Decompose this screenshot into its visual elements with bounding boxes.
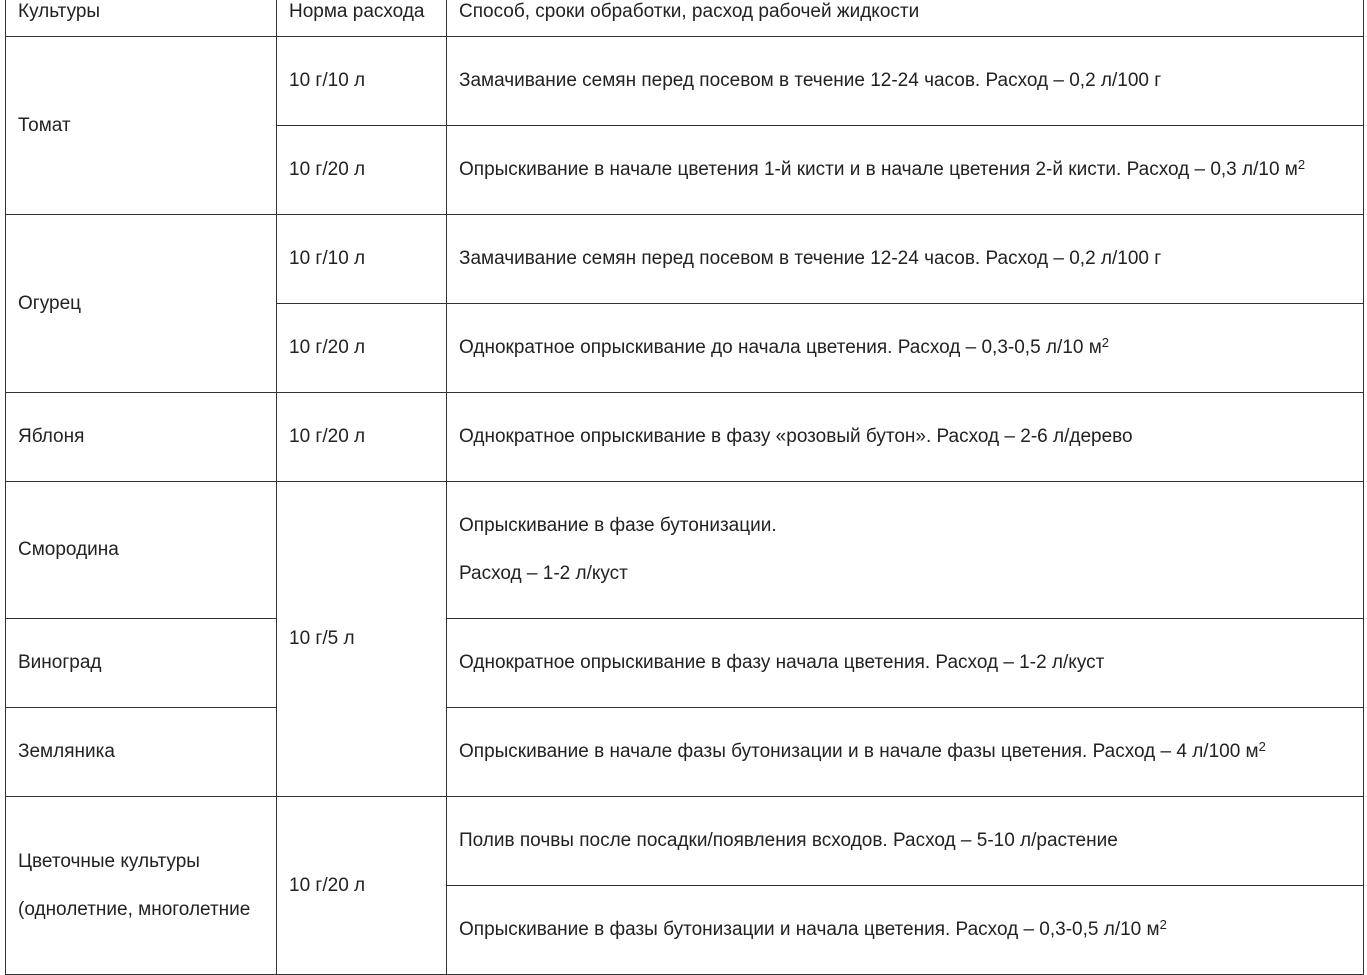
crop-cell: Земляника [6, 708, 277, 797]
rate-cell: 10 г/20 л [277, 393, 447, 482]
rate-cell: 10 г/20 л [277, 797, 447, 975]
method-line: Опрыскивание в фазе бутонизации. [459, 515, 777, 536]
method-cell: Однократное опрыскивание в фазу «розовый бутон». Расход – 2-6 л/дерево [447, 393, 1364, 482]
crop-cell: Смородина [6, 482, 277, 619]
method-text: Опрыскивание в фазы бутонизации и начала цветения. Расход – 0,3-0,5 л/10 м [459, 919, 1160, 940]
crop-cell: Томат [6, 37, 277, 215]
method-line: Расход – 1-2 л/куст [459, 563, 628, 584]
superscript: 2 [1297, 157, 1306, 172]
header-method: Способ, сроки обработки, расход рабочей жидкости [447, 0, 1364, 37]
rate-cell: 10 г/5 л [277, 482, 447, 797]
method-cell: Полив почвы после посадки/появления всходов. Расход – 5-10 л/растение [447, 797, 1364, 886]
table-header-row [6, 0, 1364, 37]
superscript: 2 [1258, 739, 1266, 754]
method-cell: Замачивание семян перед посевом в течение 12-24 часов. Расход – 0,2 л/100 г [447, 37, 1364, 126]
header-rate: Норма расхода [277, 0, 447, 37]
superscript: 2 [1101, 335, 1109, 350]
table-row [6, 215, 1364, 304]
table-row [6, 797, 1364, 886]
rate-cell: 10 г/20 л [277, 126, 447, 215]
method-text: Опрыскивание в начале цветения 1-й кисти и в начале цветения 2-й кисти. Расход – 0,3 л/10 м [459, 159, 1298, 180]
method-text: Однократное опрыскивание до начала цветения. Расход – 0,3-0,5 л/10 м [459, 337, 1102, 358]
method-cell: Однократное опрыскивание в фазу начала цветения. Расход – 1-2 л/куст [447, 619, 1364, 708]
crop-cell [6, 797, 277, 975]
crop-line: Цветочные культуры [18, 850, 200, 872]
table-row [6, 708, 1364, 797]
crop-cell: Яблоня [6, 393, 277, 482]
superscript: 2 [1159, 917, 1167, 932]
rate-cell: 10 г/20 л [277, 304, 447, 393]
method-cell: Замачивание семян перед посевом в течение 12-24 часов. Расход – 0,2 л/100 г [447, 215, 1364, 304]
table-row [6, 619, 1364, 708]
method-cell [447, 304, 1364, 393]
table-row [6, 482, 1364, 619]
method-cell [447, 482, 1364, 619]
rate-cell: 10 г/10 л [277, 37, 447, 126]
method-cell [447, 886, 1364, 975]
crop-cell: Огурец [6, 215, 277, 393]
table-row [6, 37, 1364, 126]
method-text: Опрыскивание в начале фазы бутонизации и в начале фазы цветения. Расход – 4 л/100 м [459, 741, 1259, 762]
dosage-table [5, 0, 1364, 975]
rate-cell: 10 г/10 л [277, 215, 447, 304]
method-cell [447, 126, 1364, 215]
method-cell [447, 708, 1364, 797]
crop-line: (однолетние, многолетние [18, 898, 251, 920]
crop-cell: Виноград [6, 619, 277, 708]
table-row [6, 393, 1364, 482]
header-crops: Культуры [6, 0, 277, 37]
